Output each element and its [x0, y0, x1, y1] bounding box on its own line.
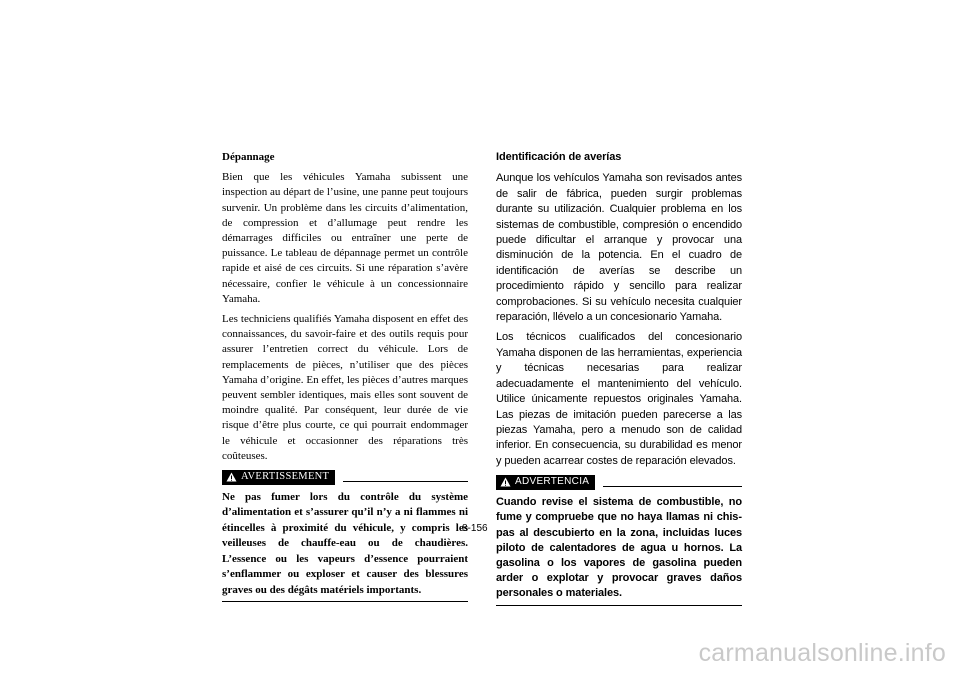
french-warning-badge [222, 470, 335, 485]
spanish-heading: Identificación de averías [496, 151, 622, 163]
french-column [222, 150, 468, 602]
spanish-paragraph-1: Aunque los vehículos Yamaha son revisados antes de salir de fábrica, pueden surgir problemas durante su utilización. Cualquier problema en los sistemas de combustible, compresión o encendido puede dificultar el arranque y provocar una disminución de la potencia. En el cuadro de identificación de averías se describe un procedimiento rápido y sencillo para realizar comprobaciones. Si su vehículo necesita cualquier reparación, llévelo a un concesionario Yamaha. [496, 172, 742, 324]
spanish-paragraph-2: Los técnicos cualificados del concesionario Yamaha disponen de las herramientas, experiencia y técnicas necesarias para realizar adecuadamente el mantenimiento del vehículo. Utilice únicamente repuestos originales Yamaha. Las piezas de imitación pueden parecerse a las piezas Yamaha, pero a menudo son de calidad inferior. En consecuencia, su durabilidad es menor y pueden acarrear costes de reparación elevados. [496, 331, 742, 467]
french-warning-header [222, 469, 468, 485]
french-warning-text: Ne pas fumer lors du contrôle du système d’alimentation et s’assurer qu’il n’y a ni flammes ni étincelles à proximité du véhicule, y compris les veilleuses de chauffe-eau ou de chaudières. L’essence ou les vapeurs d’essence pourraient s’enflammer ou exploser et causer des blessures graves ou des dégâts matériels importants. [222, 490, 468, 602]
spanish-warning-text: Cuando revise el sistema de combustible, no fume y compruebe que no haya llamas ni chispas al descubierto en la zona, incluidas luces piloto de calentadores de agua u hornos. La gasolina o los vapores de gasolina pueden arder o explotar y provocar graves daños personales o materiales. [496, 495, 742, 605]
spanish-warning-header [496, 474, 742, 490]
spanish-warning-badge [496, 475, 595, 490]
warning-triangle-icon [500, 477, 511, 487]
french-paragraph-1: Bien que les véhicules Yamaha subissent une inspection au départ de l’usine, une panne peut toujours survenir. Un problème dans les circuits d’alimentation, de compression et d’allumage peut rendre les démarrages difficiles ou entraîner une perte de puissance. Le tableau de dépannage permet un contrôle rapide et aisé de ces circuits. Si une réparation s’avère nécessaire, confier le véhicule à un concessionnaire Yamaha. [222, 171, 468, 305]
spanish-warning-label: ADVERTENCIA [515, 476, 590, 488]
french-warning-rule [343, 481, 468, 482]
french-paragraph-2: Les techniciens qualifiés Yamaha disposent en effet des connaissances, du savoir-faire et des outils requis pour assurer l’entretien correct du véhicule. Lors de remplacements de pièces, n’utiliser que des pièces Yamaha d’origine. En effet, les pièces d’autres marques peuvent sembler identiques, mais elles sont souvent de moindre qualité. Par conséquent, leur durée de vie risque d’être plus courte, ce qui pourrait endommager le véhicule et occasionner des réparations très coûteuses. [222, 313, 468, 462]
french-heading: Dépannage [222, 151, 275, 163]
french-warning-label: AVERTISSEMENT [241, 471, 330, 483]
spanish-column [496, 150, 742, 606]
spanish-warning-rule [603, 486, 742, 487]
warning-triangle-icon [226, 472, 237, 482]
watermark: carmanualsonline.info [698, 639, 946, 667]
page-number: 8-156 [462, 523, 488, 534]
